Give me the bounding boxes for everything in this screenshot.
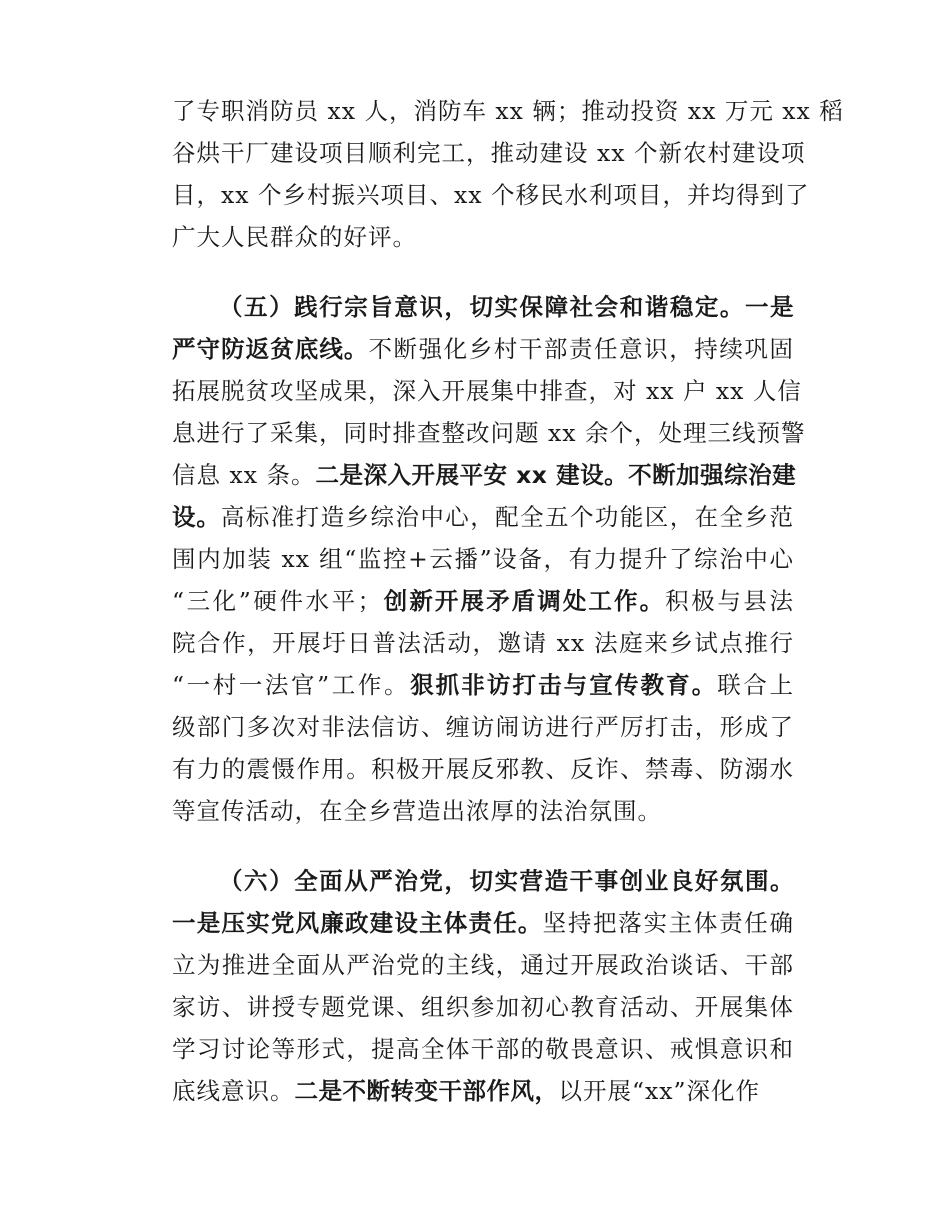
- paragraph-gap: [172, 832, 794, 860]
- text-line: [172, 622, 794, 664]
- text-line: [172, 580, 794, 622]
- body-text: 有力的震慑作用。积极开展反邪教、反诈、禁毒、防溺水: [172, 755, 794, 783]
- body-text: 积极与县法: [665, 587, 794, 615]
- body-text: 高标准打造乡综治中心，配全五个功能区，在全乡范: [220, 503, 794, 531]
- text-line: [172, 496, 794, 538]
- text-line: [172, 370, 802, 412]
- text-line: [172, 174, 810, 216]
- body-text: 院合作，开展圩日普法活动，邀请 xx 法庭来乡试点推行: [172, 629, 794, 657]
- body-text: 学习讨论等形式，提高全体干部的敬畏意识、戒惧意识和: [172, 1035, 794, 1063]
- paragraph: [172, 90, 844, 258]
- bold-heading-text: 二是不断转变干部作风，: [294, 1077, 559, 1105]
- body-text: 联合上: [717, 671, 795, 699]
- body-text: 了专职消防员 xx 人，消防车 xx 辆；推动投资 xx 万元 xx 稻: [172, 97, 844, 125]
- text-line: [172, 286, 794, 328]
- paragraph: [172, 286, 806, 832]
- body-text: “一村一法官”工作。: [172, 671, 411, 699]
- body-text: 等宣传活动，在全乡营造出浓厚的法治氛围。: [172, 797, 662, 825]
- bold-heading-text: 狠抓非访打击与宣传教育。: [410, 671, 718, 699]
- bold-heading-text: （六）全面从严治党，切实营造干事创业良好氛围。: [219, 867, 794, 895]
- text-line: [172, 538, 794, 580]
- body-text: 广大人民群众的好评。: [172, 223, 417, 251]
- text-line: [172, 216, 794, 258]
- paragraph: [172, 860, 794, 1112]
- bold-heading-text: 一是压实党风廉政建设主体责任。: [172, 909, 543, 937]
- body-text: 谷烘干厂建设项目顺利完工，推动建设 xx 个新农村建设项: [172, 139, 806, 167]
- body-text: 息进行了采集，同时排查整改问题 xx 余个，处理三线预警: [172, 419, 806, 447]
- body-text: 级部门多次对非法信访、缠访闹访进行严厉打击，形成了: [172, 713, 794, 741]
- body-text: 坚持把落实主体责任确: [542, 909, 794, 937]
- text-line: [172, 328, 794, 370]
- document-body: [172, 90, 844, 1112]
- text-line: [172, 132, 806, 174]
- bold-heading-text: 设。: [172, 503, 221, 531]
- body-text: 以开展“xx”深化作: [558, 1077, 761, 1105]
- text-line: [172, 790, 794, 832]
- body-text: 围内加装 xx 组“监控+云播”设备，有力提升了综治中心: [172, 545, 794, 573]
- text-line: [172, 748, 794, 790]
- bold-heading-text: （五）践行宗旨意识，切实保障社会和谐稳定。一是: [219, 293, 794, 321]
- text-line: [172, 860, 794, 902]
- text-line: [172, 1070, 794, 1112]
- text-line: [172, 90, 844, 132]
- body-text: 信息 xx 条。: [172, 461, 316, 489]
- text-line: [172, 412, 806, 454]
- bold-heading-text: 创新开展矛盾调处工作。: [382, 587, 666, 615]
- text-line: [172, 454, 797, 496]
- text-line: [172, 902, 794, 944]
- body-text: 拓展脱贫攻坚成果，深入开展集中排查，对 xx 户 xx 人信: [172, 377, 802, 405]
- body-text: “三化”硬件水平；: [172, 587, 383, 615]
- body-text: 底线意识。: [172, 1077, 295, 1105]
- text-line: [172, 706, 794, 748]
- body-text: 不断强化乡村干部责任意识，持续巩固: [368, 335, 794, 363]
- body-text: 立为推进全面从严治党的主线，通过开展政治谈话、干部: [172, 951, 794, 979]
- body-text: 目，xx 个乡村振兴项目、xx 个移民水利项目，并均得到了: [172, 181, 810, 209]
- body-text: 家访、讲授专题党课、组织参加初心教育活动、开展集体: [172, 993, 794, 1021]
- text-line: [172, 944, 794, 986]
- bold-heading-text: 严守防返贫底线。: [172, 335, 369, 363]
- text-line: [172, 1028, 794, 1070]
- bold-heading-text: 二是深入开展平安 xx 建设。不断加强综治建: [315, 461, 797, 489]
- text-line: [172, 986, 794, 1028]
- text-line: [172, 664, 794, 706]
- paragraph-gap: [172, 258, 794, 286]
